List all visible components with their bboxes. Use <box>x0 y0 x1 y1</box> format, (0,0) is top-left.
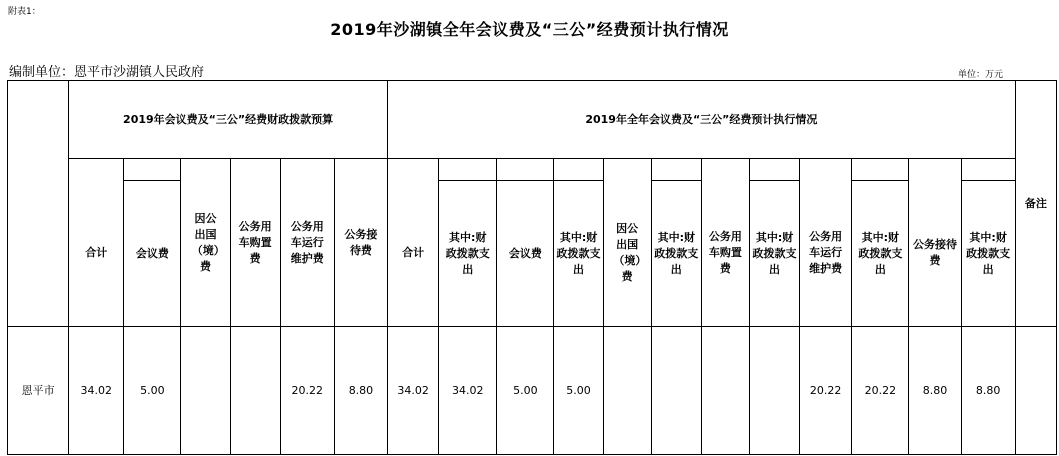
exec-sub-top <box>554 159 603 181</box>
row-header-blank <box>8 181 69 327</box>
budget-table <box>7 80 1057 455</box>
exec-value-reception: 8.80 <box>909 327 961 455</box>
page-title: 2019年沙湖镇全年会议费及“三公”经费预计执行情况 <box>330 20 729 39</box>
unit-label: 单位：万元 <box>958 70 1004 80</box>
exec-value-travel <box>603 327 651 455</box>
exec-value-car-maintenance: 20.22 <box>800 327 852 455</box>
exec-header-car-purchase: 公务用车购置费 <box>701 181 749 327</box>
exec-value-travel-fiscal <box>651 327 701 455</box>
exec-header-total: 合计 <box>388 181 439 327</box>
row-label: 恩平市 <box>8 327 69 455</box>
exec-value-total-fiscal: 34.02 <box>439 327 497 455</box>
exec-header-travel: 因公出国（境）费 <box>603 181 651 327</box>
execution-group-header: 2019年全年会议费及“三公”经费预计执行情况 <box>388 81 1016 159</box>
budget-value-reception: 8.80 <box>334 327 387 455</box>
budget-header-car-maintenance: 公务用车运行维护费 <box>280 159 334 327</box>
exec-sub-top <box>909 159 961 181</box>
exec-header-car-maintenance: 公务用车运行维护费 <box>800 181 852 327</box>
exec-sub-top <box>749 159 799 181</box>
exec-header-travel-fiscal: 其中:财政拨款支出 <box>651 181 701 327</box>
budget-header-total: 合计 <box>69 181 124 327</box>
exec-header-reception-fiscal: 其中:财政拨款支出 <box>961 181 1015 327</box>
remarks-header: 备注 <box>1015 81 1056 327</box>
exec-header-meeting-fiscal-2: 其中:财政拨款支出 <box>554 181 603 327</box>
row-header-corner <box>8 81 69 181</box>
budget-header-reception: 公务接待费 <box>334 159 387 327</box>
remarks-value <box>1015 327 1056 455</box>
budget-header-travel: 因公出国（境）费 <box>181 159 230 327</box>
exec-value-meeting: 5.00 <box>497 327 554 455</box>
budget-value-travel <box>181 327 230 455</box>
budget-value-car-purchase <box>230 327 280 455</box>
annex-label: 附表1： <box>8 7 41 17</box>
exec-sub-top <box>497 159 554 181</box>
exec-sub-top <box>651 159 701 181</box>
budget-header-meeting: 会议费 <box>124 181 181 327</box>
exec-value-car-purchase-fiscal <box>749 327 799 455</box>
exec-value-car-purchase <box>701 327 749 455</box>
exec-sub-top <box>439 159 497 181</box>
budget-group-header: 2019年会议费及“三公”经费财政拨款预算 <box>69 81 388 159</box>
budget-header-car-purchase: 公务用车购置费 <box>230 159 280 327</box>
budget-value-car-maintenance: 20.22 <box>280 327 334 455</box>
budget-sub-top <box>69 159 124 181</box>
exec-value-reception-fiscal: 8.80 <box>961 327 1015 455</box>
org-label: 编制单位：恩平市沙湖镇人民政府 <box>9 65 205 80</box>
exec-value-car-maintenance-fiscal: 20.22 <box>852 327 909 455</box>
exec-value-total: 34.02 <box>388 327 439 455</box>
exec-sub-top <box>961 159 1015 181</box>
exec-header-car-maintenance-fiscal: 其中:财政拨款支出 <box>852 181 909 327</box>
exec-header-meeting: 会议费 <box>497 181 554 327</box>
exec-value-meeting-fiscal: 5.00 <box>554 327 603 455</box>
exec-sub-top <box>388 159 439 181</box>
budget-sub-top <box>124 159 181 181</box>
budget-value-total: 34.02 <box>69 327 124 455</box>
exec-sub-top <box>701 159 749 181</box>
budget-value-meeting: 5.00 <box>124 327 181 455</box>
exec-header-reception: 公务接待费 <box>909 181 961 327</box>
exec-sub-top <box>603 159 651 181</box>
exec-sub-top <box>800 159 852 181</box>
exec-header-meeting-fiscal: 其中:财政拨款支出 <box>439 181 497 327</box>
exec-header-car-purchase-fiscal: 其中:财政拨款支出 <box>749 181 799 327</box>
exec-sub-top <box>852 159 909 181</box>
